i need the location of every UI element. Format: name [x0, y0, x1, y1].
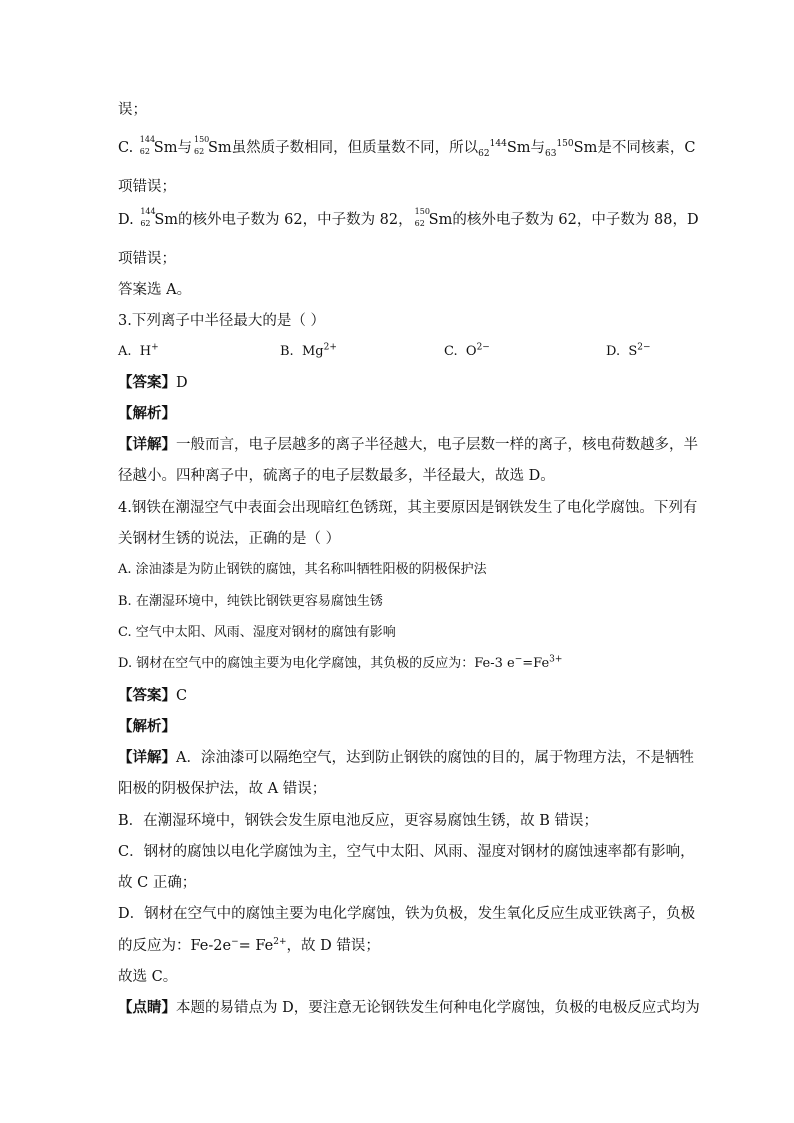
answer-4: 【答案】C — [118, 687, 188, 704]
detail-4-d: D．钢材在空气中的腐蚀主要为电化学腐蚀，铁为负极，发生氧化反应生成亚铁离子，负极 — [118, 906, 696, 922]
answer-line: 答案选 A。 — [118, 282, 192, 298]
option-c-explanation: C. 144 62 Sm与 150 62 Sm虽然质子数相同，但质量数不同，所以$_{62}^{144}$Sm与$_{63}^{150}$Sm是不同核素，C — [118, 135, 696, 159]
question-3: 3.下列离子中半径最大的是（ ） — [118, 313, 325, 329]
isotope-notation: 150 62 — [193, 135, 210, 156]
q4-option-a: A. 涂油漆是为防止钢铁的腐蚀，其名称叫牺牲阳极的阴极保护法 — [118, 562, 487, 577]
option-a: A. H+ — [118, 342, 159, 359]
option-d: D. $S^{2-}$ — [606, 342, 651, 359]
detail-4-b: B．在潮湿环境中，钢铁会发生原电池反应，更容易腐蚀生锈，故 B 错误； — [118, 813, 599, 829]
q4-option-d: D. 钢材在空气中的腐蚀主要为电化学腐蚀，其负极的反应为：Fe-3 $e^-=Fe^{3+}$ — [118, 654, 563, 671]
analysis-heading: 【解析】 — [118, 405, 176, 422]
q4-option-b: B. 在潮湿环境中，纯铁比钢铁更容易腐蚀生锈 — [118, 594, 383, 609]
detail-4-a: 【详解】A．涂油漆可以隔绝空气，达到防止钢铁的腐蚀的目的，属于物理方法，不是牺牲 — [118, 749, 694, 766]
text-line: 误； — [118, 102, 147, 118]
detail-4-d-cont: 的反应为：$Fe-2e^-= Fe^{2+}$，故 D 错误； — [118, 937, 380, 954]
detail-3: 【详解】一般而言，电子层越多的离子半径越大，电子层数一样的离子，核电荷数越多，半 — [118, 436, 698, 453]
detail-4-c-cont: 故 C 正确； — [118, 875, 197, 891]
question-4-cont: 关钢材生锈的说法，正确的是（ ） — [118, 531, 341, 547]
detail-4-a-cont: 阳极的阴极保护法，故 A 错误； — [118, 781, 327, 797]
analysis-heading: 【解析】 — [118, 718, 176, 735]
question-4: 4.钢铁在潮湿空气中表面会出现暗红色锈斑，其主要原因是钢铁发生了电化学腐蚀。下列有 — [118, 500, 698, 516]
key-point: 【点睛】本题的易错点为 D，要注意无论钢铁发生何种电化学腐蚀，负极的电极反应式均为 — [118, 999, 700, 1016]
conclusion-4: 故选 C。 — [118, 969, 178, 985]
q4-option-c: C. 空气中太阳、风雨、湿度对钢材的腐蚀有影响 — [118, 625, 396, 640]
option-c: C. $O^{2-}$ — [444, 342, 490, 359]
answer-3: 【答案】D — [118, 374, 188, 391]
detail-3-cont: 径越小。四种离子中，硫离子的电子层数最多，半径最大，故选 D。 — [118, 468, 555, 484]
isotope-notation: 144 62 — [139, 135, 156, 156]
text-line: 项错误； — [118, 251, 176, 267]
detail-4-c: C．钢材的腐蚀以电化学腐蚀为主，空气中太阳、风雨、湿度对钢材的腐蚀速率都有影响， — [118, 844, 695, 860]
isotope-notation: 150 62 — [414, 207, 430, 228]
option-b: B. $Mg^{2+}$ — [280, 342, 337, 359]
option-d-explanation: D. 144 62 Sm的核外电子数为 62，中子数为 82， 150 62 Sm的核外电子数为 62，中子数为 88，D — [118, 207, 699, 228]
text-line: 项错误； — [118, 179, 176, 195]
isotope-notation: 144 62 — [140, 207, 156, 228]
